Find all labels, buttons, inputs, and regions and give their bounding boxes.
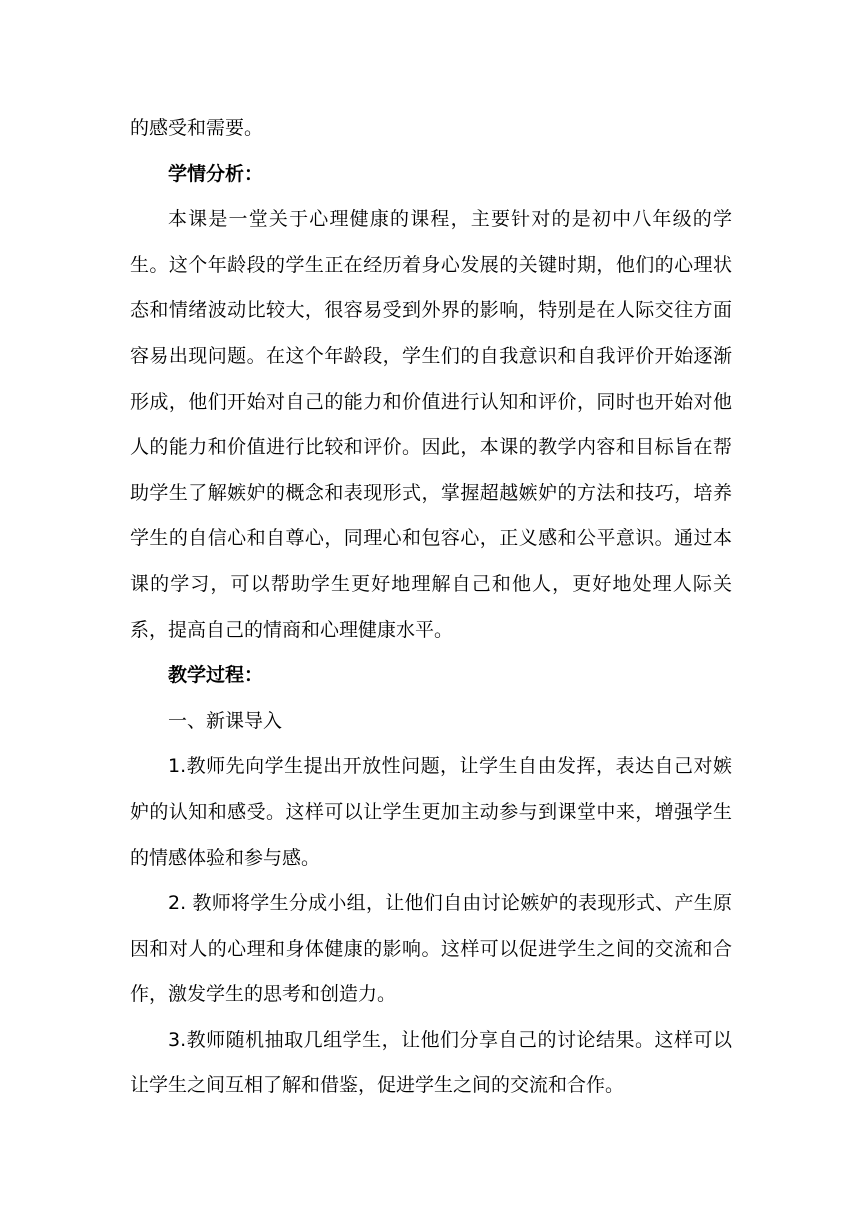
section-heading-learning-analysis: 学情分析： [168, 162, 264, 185]
learning-analysis-paragraph: 本课是一堂关于心理健康的课程，主要针对的是初中八年级的学生。这个年龄段的学生正在经历着身心发展的关键时期，他们的心理状态和情绪波动比较大，很容易受到外界的影响，特别是在人际交往方面容易出现问题。在这个年龄段，学生们的自我意识和自我评价开始逐渐形成，他们开始对自己的能力和价值进行认知和评价，同时也开始对他人的能力和价值进行比较和评价。因此，本课的教学内容和目标旨在帮助学生了解嫉妒的概念和表现形式，掌握超越嫉妒的方法和技巧，培养学生的自信心和自尊心，同理心和包容心，正义感和公平意识。通过本课的学习，可以帮助学生更好地理解自己和他人，更好地处理人际关系，提高自己的情商和心理健康水平。 [130, 208, 732, 641]
new-lesson-intro-subheading: 一、新课导入 [168, 709, 283, 732]
teaching-step-1-paragraph: 1.教师先向学生提出开放性问题，让学生自由发挥，表达自己对嫉妒的认知和感受。这样可以让学生更加主动参与到课堂中来，增强学生的情感体验和参与感。 [130, 755, 732, 869]
intro-tail-paragraph: 的感受和需要。 [130, 117, 264, 139]
teaching-step-3-paragraph: 3.教师随机抽取几组学生，让他们分享自己的讨论结果。这样可以让学生之间互相了解和借鉴，促进学生之间的交流和合作。 [130, 1028, 732, 1097]
section-heading-teaching-process: 教学过程： [168, 664, 264, 687]
teaching-step-2-paragraph: 2. 教师将学生分成小组，让他们自由讨论嫉妒的表现形式、产生原因和对人的心理和身体健康的影响。这样可以促进学生之间的交流和合作，激发学生的思考和创造力。 [130, 892, 732, 1006]
document-body [130, 106, 732, 1109]
